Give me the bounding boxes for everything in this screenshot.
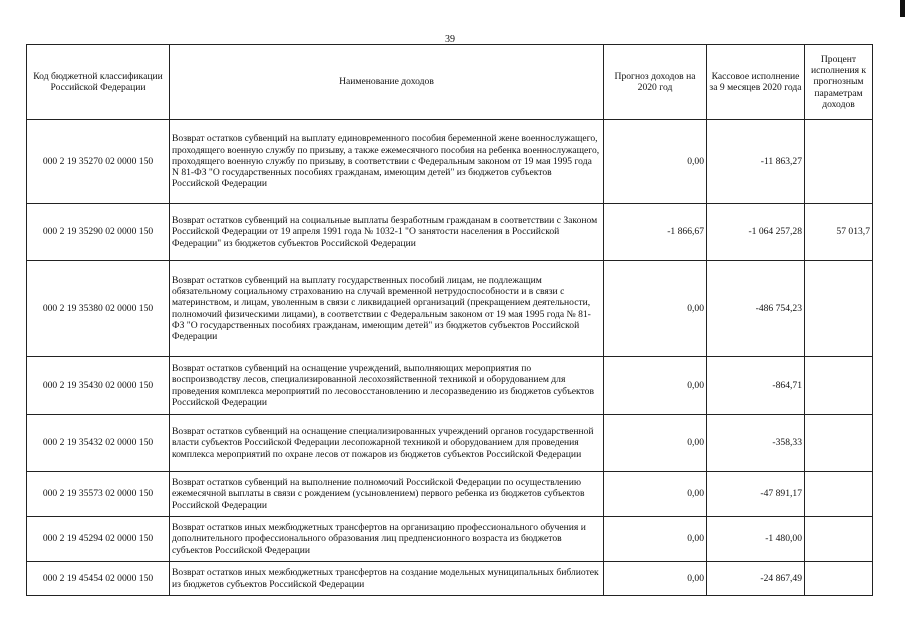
- row-name: Возврат остатков субвенций на выплату государственных пособий лицам, не подлежащим обязательному социальному страхованию на случай временной нетрудоспособности и в связи с материнством, и лицам, уволенным в связи с ликвидацией организаций (прекращением деятельности, полномочий физическими лицами), в соответствии с Федеральным законом от 19 мая 1995 года № 81-ФЗ "О государственных пособиях гражданам, имеющим детей" из бюджетов субъектов Российской Федерации: [170, 261, 604, 357]
- table-row: [27, 517, 873, 562]
- row-cash: -24 867,49: [707, 562, 805, 596]
- table-row: [27, 415, 873, 472]
- row-name: Возврат остатков субвенций на оснащение специализированных учреждений органов государственной власти субъектов Российской Федерации лесопожарной техникой и оборудованием для проведения комплекса мероприятий по охране лесов от пожаров из бюджетов субъектов Российской Федерации: [170, 415, 604, 472]
- header-cash: Кассовое исполнение за 9 месяцев 2020 года: [707, 45, 805, 120]
- row-forecast: 0,00: [604, 562, 707, 596]
- row-percent: [805, 517, 873, 562]
- row-code: 000 2 19 35430 02 0000 150: [27, 357, 170, 415]
- page-number: 39: [445, 34, 455, 45]
- row-percent: 57 013,7: [805, 204, 873, 261]
- row-forecast: -1 866,67: [604, 204, 707, 261]
- row-forecast: 0,00: [604, 357, 707, 415]
- table-row: [27, 357, 873, 415]
- table-row: [27, 204, 873, 261]
- row-cash: -47 891,17: [707, 472, 805, 517]
- header-row: [27, 45, 873, 120]
- row-code: 000 2 19 35290 02 0000 150: [27, 204, 170, 261]
- row-name: Возврат остатков субвенций на оснащение учреждений, выполняющих мероприятия по воспроизводству лесов, специализированной лесохозяйственной техникой и оборудованием для проведения комплекса мероприятий по лесовосстановлению и лесоразведению из бюджетов субъектов Российской Федерации: [170, 357, 604, 415]
- row-code: 000 2 19 35270 02 0000 150: [27, 120, 170, 204]
- row-forecast: 0,00: [604, 415, 707, 472]
- row-code: 000 2 19 35380 02 0000 150: [27, 261, 170, 357]
- row-cash: -864,71: [707, 357, 805, 415]
- table-row: [27, 472, 873, 517]
- row-forecast: 0,00: [604, 517, 707, 562]
- row-code: 000 2 19 35432 02 0000 150: [27, 415, 170, 472]
- header-code: Код бюджетной классификации Российской Федерации: [27, 45, 170, 120]
- table-row: [27, 562, 873, 596]
- row-name: Возврат остатков субвенций на выплату единовременного пособия беременной жене военнослужащего, проходящего военную службу по призыву, а также ежемесячного пособия на ребенка военнослужащего, проходящего военную службу по призыву, в соответствии с Федеральным законом от 19 мая 1995 года N 81-ФЗ "О государственных пособиях гражданам, имеющим детей" из бюджетов субъектов Российской Федерации: [170, 120, 604, 204]
- row-cash: -11 863,27: [707, 120, 805, 204]
- header-forecast: Прогноз доходов на 2020 год: [604, 45, 707, 120]
- row-percent: [805, 562, 873, 596]
- table-row: [27, 120, 873, 204]
- header-percent: Процент исполнения к прогнозным параметрам доходов: [805, 45, 873, 120]
- revenue-table: [26, 44, 873, 596]
- row-percent: [805, 472, 873, 517]
- row-code: 000 2 19 45294 02 0000 150: [27, 517, 170, 562]
- row-cash: -1 064 257,28: [707, 204, 805, 261]
- row-forecast: 0,00: [604, 120, 707, 204]
- row-percent: [805, 261, 873, 357]
- row-percent: [805, 415, 873, 472]
- row-percent: [805, 357, 873, 415]
- table-row: [27, 261, 873, 357]
- row-name: Возврат остатков субвенций на социальные выплаты безработным гражданам в соответствии с Законом Российской Федерации от 19 апреля 1991 года № 1032-1 "О занятости населения в Российской Федерации" из бюджетов субъектов Российской Федерации: [170, 204, 604, 261]
- row-cash: -1 480,00: [707, 517, 805, 562]
- row-forecast: 0,00: [604, 261, 707, 357]
- edge-mark: [900, 0, 905, 17]
- row-percent: [805, 120, 873, 204]
- row-cash: -486 754,23: [707, 261, 805, 357]
- row-cash: -358,33: [707, 415, 805, 472]
- row-name: Возврат остатков иных межбюджетных трансфертов на создание модельных муниципальных библиотек из бюджетов субъектов Российской Федерации: [170, 562, 604, 596]
- row-forecast: 0,00: [604, 472, 707, 517]
- row-code: 000 2 19 45454 02 0000 150: [27, 562, 170, 596]
- row-code: 000 2 19 35573 02 0000 150: [27, 472, 170, 517]
- row-name: Возврат остатков субвенций на выполнение полномочий Российской Федерации по осуществлению ежемесячной выплаты в связи с рождением (усыновлением) первого ребенка из бюджетов субъектов Российской Федерации: [170, 472, 604, 517]
- row-name: Возврат остатков иных межбюджетных трансфертов на организацию профессионального обучения и дополнительного профессионального образования лиц предпенсионного возраста из бюджетов субъектов Российской Федерации: [170, 517, 604, 562]
- header-name: Наименование доходов: [170, 45, 604, 120]
